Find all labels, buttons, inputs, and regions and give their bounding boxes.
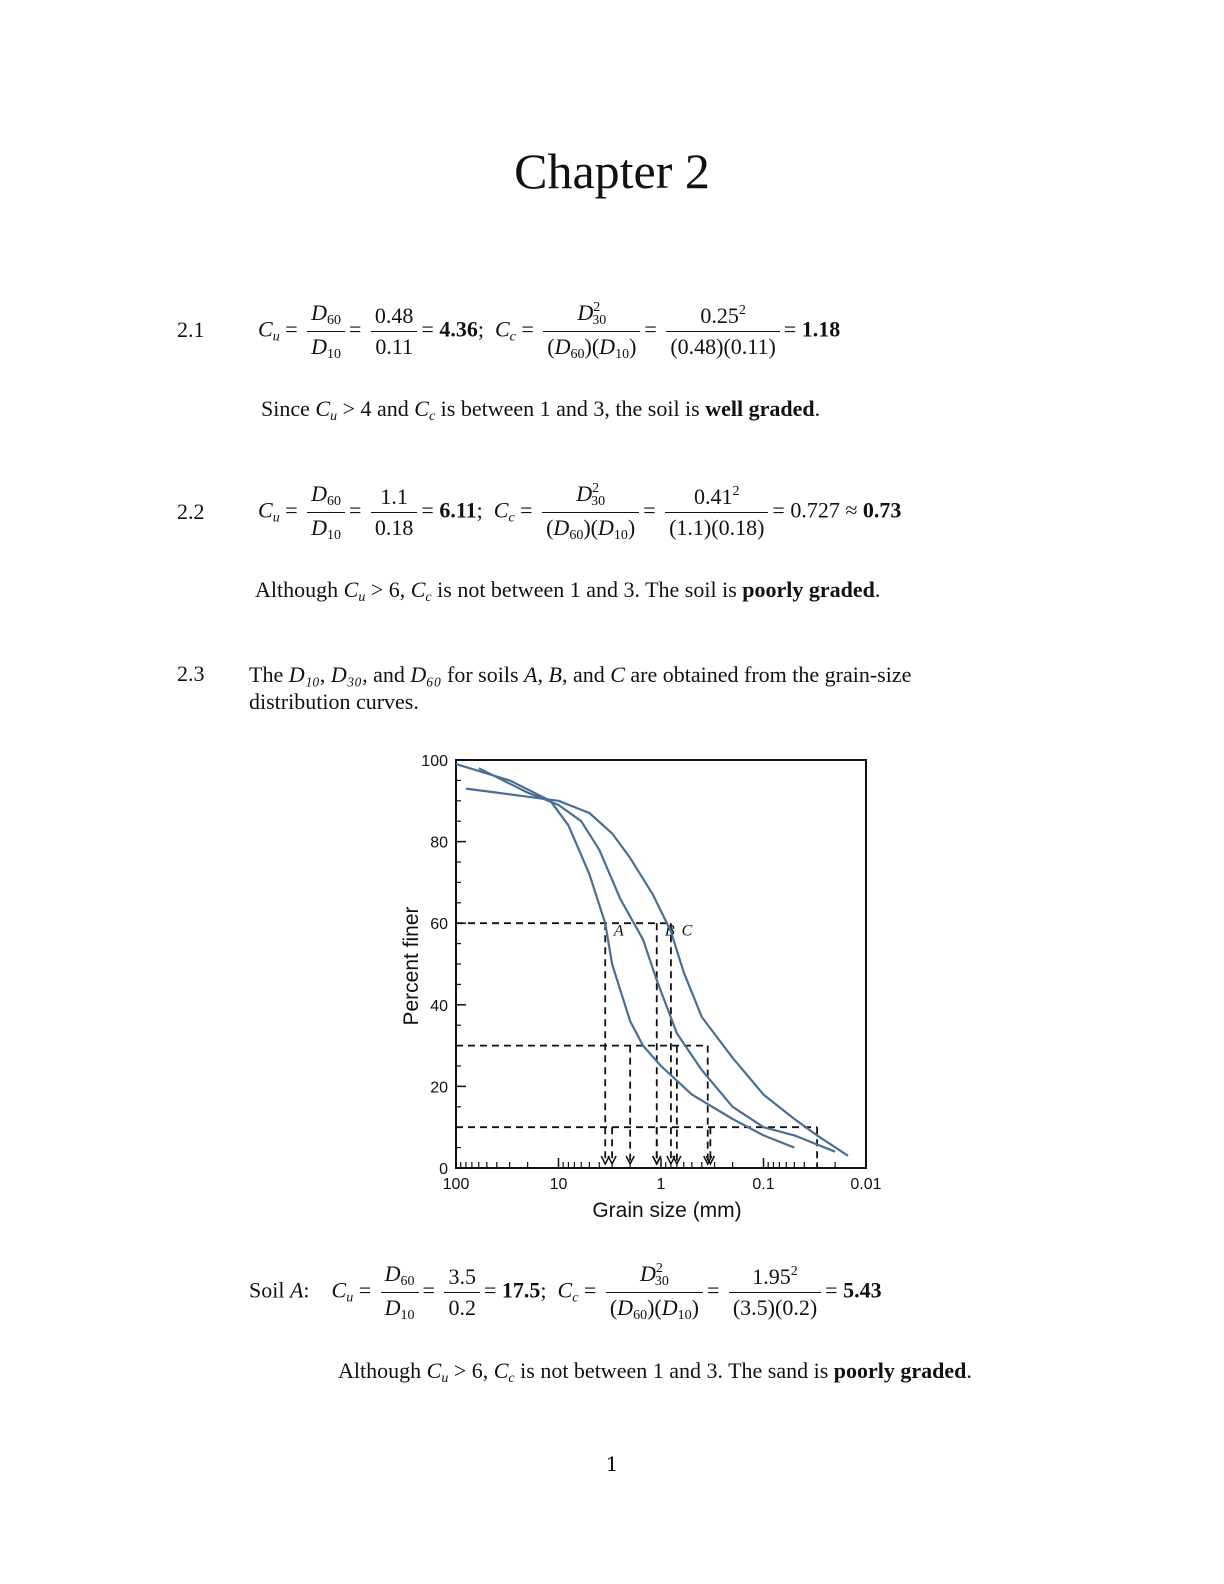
curve-label-C: C bbox=[681, 922, 693, 940]
y-axis-label: Percent finer bbox=[400, 906, 423, 1026]
note-2-2: Although $C_u > 6$, $C_c$ is not between 1 and 3. The soil is poorly graded. bbox=[255, 577, 881, 605]
y-tick-label: 80 bbox=[430, 834, 448, 852]
problem-number: 2.3 bbox=[177, 661, 205, 686]
y-tick-label: 40 bbox=[430, 997, 448, 1015]
x-tick-label: 100 bbox=[442, 1176, 470, 1193]
plot-frame bbox=[456, 760, 866, 1168]
problem-number: 2.2 bbox=[177, 499, 205, 524]
curve-A bbox=[456, 764, 794, 1148]
x-tick-label: 10 bbox=[549, 1176, 568, 1193]
equation-2-1: $C_u$ = $\frac{D_{60}}{D_{10}}$ = $\frac{0.48}{0.11}$ = 4.36; $C_c$ = $\frac{D^2_{30}}{(D_{60})(D_{10})}$ = $\frac{0.25^2}{(0.48)(0.11)}$ = 1.18 bbox=[258, 300, 841, 362]
x-tick-label: 0.1 bbox=[752, 1176, 775, 1193]
equation-soil-a: Soil A: $C_u$ = $\frac{D_{60}}{D_{10}}$ = $\frac{3.5}{0.2}$ = 17.5; $C_c$ = $\frac{D^2_{30}}{(D_{60})(D_{10})}$ = $\frac{1.95^2}{(3.5)(0.2)}$ = 5.43 bbox=[249, 1261, 882, 1323]
curve-label-B: B bbox=[664, 922, 675, 940]
page-title: Chapter 2 bbox=[514, 143, 710, 199]
note-soil-a: Although $C_u > 6$, $C_c$ is not between 1 and 3. The sand is poorly graded. bbox=[338, 1358, 972, 1386]
curve-label-A: A bbox=[613, 922, 624, 940]
y-tick-label: 100 bbox=[421, 753, 448, 770]
page-number: 1 bbox=[605, 1452, 619, 1476]
y-tick-label: 0 bbox=[439, 1161, 448, 1178]
x-tick-label: 0.01 bbox=[850, 1176, 882, 1193]
y-tick-label: 60 bbox=[430, 916, 448, 934]
x-axis-label: Grain size (mm) bbox=[592, 1199, 742, 1222]
text-2-3: The D₁₀, D₃₀, and D₆₀ for soils A, B, and C are obtained from the grain-size distribution curves. bbox=[249, 662, 912, 714]
x-tick-label: 1 bbox=[656, 1176, 666, 1193]
equation-2-2: $C_u$ = $\frac{D_{60}}{D_{10}}$ = $\frac{1.1}{0.18}$ = 6.11; $C_c$ = $\frac{D^2_{30}}{(D_{60})(D_{10})}$ = $\frac{0.41^2}{(1.1)(0.18)}$ = 0.727 ≈ 0.73 bbox=[258, 481, 902, 543]
problem-number: 2.1 bbox=[177, 317, 205, 342]
grain-size-chart bbox=[380, 740, 900, 1230]
y-tick-label: 20 bbox=[430, 1079, 448, 1097]
note-2-1: Since $C_u > 4$ and $C_c$ is between 1 and 3, the soil is well graded. bbox=[261, 396, 821, 424]
